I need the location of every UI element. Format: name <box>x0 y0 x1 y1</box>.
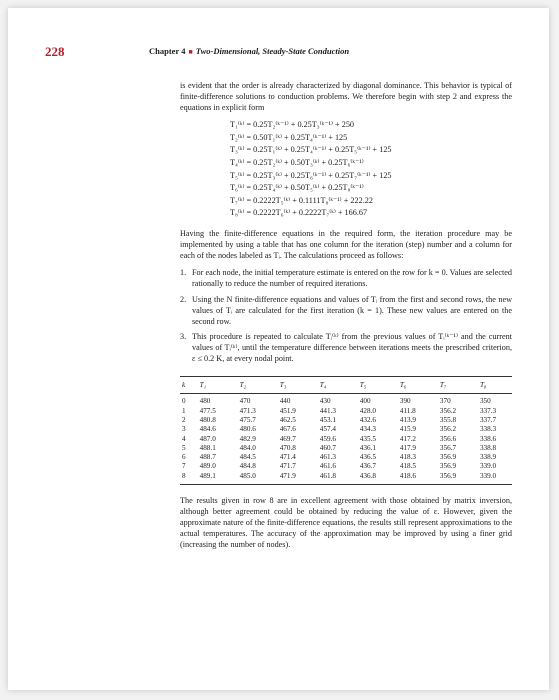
temperature-cell: 436.7 <box>359 462 376 471</box>
page-number: 228 <box>45 44 65 59</box>
column-header: T₄ <box>312 377 352 394</box>
chapter-label: Chapter 4 <box>149 46 186 56</box>
temperature-cell: 337.3 <box>479 406 497 415</box>
column-header: T₆ <box>392 377 432 394</box>
intro-paragraph: is evident that the order is already characterized by diagonal dominance. This behavior is typical of finite-difference solutions to conduction problems. We therefore begin with step 2 and express the equations in explicit form <box>180 81 512 113</box>
equation-7: T₇⁽ᵏ⁾ = 0.2222T₅⁽ᵏ⁾ + 0.1111T₈⁽ᵏ⁻¹⁾ + 222.22 <box>230 195 373 205</box>
step-text: This procedure is repeated to calculate Tᵢ⁽ᵏ⁾ from the previous values of Tᵢ⁽ᵏ⁻¹⁾ and the current values of Tᵢ⁽ᵏ⁾, until the temperature difference between iterations meets the prescribed criterion, ε ≤ 0.2 K, at every nodal point. <box>192 331 512 363</box>
table-row <box>180 444 512 453</box>
temperature-cell: 435.5 <box>359 434 376 443</box>
temperature-cell: 356.6 <box>439 434 457 443</box>
temperature-cell: 338.8 <box>479 443 497 452</box>
temperature-cell: 356.9 <box>439 453 457 462</box>
temperature-cell: 418.5 <box>399 462 417 471</box>
temperature-cell: 441.3 <box>319 406 336 415</box>
temperature-cell: 370 <box>439 397 451 406</box>
table-row <box>180 416 512 425</box>
temperature-cell: 356.2 <box>439 425 457 434</box>
column-header: T₇ <box>432 377 472 394</box>
temperature-cell: 356.2 <box>439 406 457 415</box>
iteration-cell: 3 <box>182 425 186 434</box>
iteration-cell: 2 <box>182 415 186 424</box>
step-item <box>180 331 512 364</box>
temperature-cell: 434.3 <box>359 425 376 434</box>
temperature-cell: 488.1 <box>199 443 216 452</box>
temperature-cell: 436.8 <box>352 472 392 485</box>
temperature-cell: 413.9 <box>399 415 417 424</box>
temperature-cell: 489.1 <box>192 472 232 485</box>
table-body <box>180 394 512 485</box>
step-text: Using the N finite-difference equations and values of Tᵢ from the first and second rows, the new values of Tᵢ are calculated for the first iteration (k = 1). These new values are entered on the second row. <box>192 294 512 326</box>
procedure-paragraph: Having the finite-difference equations in the required form, the iteration procedure may be implemented by using a table that has one column for the iteration (step) number and a column for each of the nodes labeled as Tᵢ. The calculations proceed as follows: <box>180 229 512 261</box>
equation-6: T₆⁽ᵏ⁾ = 0.25T₄⁽ᵏ⁾ + 0.50T₅⁽ᵏ⁾ + 0.25T₈⁽ᵏ⁻¹⁾ <box>230 183 364 193</box>
temperature-cell: 480 <box>199 397 211 406</box>
temperature-cell: 487.0 <box>199 434 216 443</box>
iteration-cell: 1 <box>182 406 186 415</box>
temperature-cell: 451.9 <box>279 406 296 415</box>
temperature-cell: 477.5 <box>199 406 216 415</box>
table-row <box>180 407 512 416</box>
temperature-cell: 482.9 <box>239 434 256 443</box>
temperature-cell: 461.6 <box>319 462 336 471</box>
step-item <box>180 267 512 289</box>
temperature-cell: 337.7 <box>479 415 497 424</box>
temperature-cell: 489.0 <box>199 462 216 471</box>
equation-block <box>230 119 512 220</box>
temperature-cell: 430 <box>319 397 331 406</box>
procedure-steps <box>180 267 512 364</box>
column-header: T₈ <box>472 377 512 394</box>
temperature-cell: 418.3 <box>399 453 417 462</box>
equation-5: T₅⁽ᵏ⁾ = 0.25T₃⁽ᵏ⁾ + 0.25T₆⁽ᵏ⁻¹⁾ + 0.25T₇⁽ᵏ⁻¹⁾ + 125 <box>230 170 392 180</box>
column-header: T₃ <box>272 377 312 394</box>
temperature-cell: 480.6 <box>239 425 256 434</box>
equation-3: T₃⁽ᵏ⁾ = 0.25T₁⁽ᵏ⁾ + 0.25T₄⁽ᵏ⁻¹⁾ + 0.25T₅⁽ᵏ⁻¹⁾ + 125 <box>230 145 392 155</box>
temperature-cell: 356.7 <box>439 443 457 452</box>
iteration-table <box>180 376 512 485</box>
temperature-cell: 338.9 <box>479 453 497 462</box>
iteration-cell: 7 <box>182 462 186 471</box>
table-row <box>180 425 512 434</box>
temperature-cell: 460.7 <box>319 443 336 452</box>
temperature-cell: 471.9 <box>272 472 312 485</box>
temperature-cell: 436.1 <box>359 443 376 452</box>
temperature-cell: 417.9 <box>399 443 417 452</box>
temperature-cell: 470.8 <box>279 443 296 452</box>
step-item <box>180 294 512 327</box>
column-header: k <box>180 377 192 394</box>
temperature-cell: 471.7 <box>279 462 296 471</box>
table-row <box>180 462 512 471</box>
temperature-cell: 488.7 <box>199 453 216 462</box>
column-header: T₅ <box>352 377 392 394</box>
temperature-cell: 339.0 <box>479 462 497 471</box>
temperature-cell: 461.3 <box>319 453 336 462</box>
equation-1: T₁⁽ᵏ⁾ = 0.25T₂⁽ᵏ⁻¹⁾ + 0.25T₃⁽ᵏ⁻¹⁾ + 250 <box>230 120 355 130</box>
temperature-cell: 418.6 <box>392 472 432 485</box>
temperature-cell: 453.1 <box>319 415 336 424</box>
separator-icon: ■ <box>188 48 193 56</box>
book-page <box>8 8 549 690</box>
temperature-cell: 400 <box>359 397 371 406</box>
temperature-cell: 390 <box>399 397 411 406</box>
temperature-cell: 484.0 <box>239 443 256 452</box>
iteration-cell: 6 <box>182 453 186 462</box>
temperature-cell: 350 <box>479 397 491 406</box>
closing-paragraph: The results given in row 8 are in excellent agreement with those obtained by matrix inversion, although better agreement could be obtained by reducing the value of ε. However, given the approximate nature of the finite-difference equations, the results still represent approximations to the actual temperatures. The accuracy of the approximation may be improved by using a finer grid (increasing the number of nodes). <box>180 496 512 550</box>
temperature-cell: 339.0 <box>472 472 512 485</box>
temperature-cell: 469.7 <box>279 434 296 443</box>
equation-8: T₈⁽ᵏ⁾ = 0.2222T₆⁽ᵏ⁾ + 0.2222T₇⁽ᵏ⁾ + 166.67 <box>230 208 368 218</box>
temperature-cell: 470 <box>239 397 251 406</box>
table-header-row <box>180 377 512 394</box>
temperature-cell: 467.6 <box>279 425 296 434</box>
column-header: T₂ <box>232 377 272 394</box>
column-header: T₁ <box>192 377 232 394</box>
table-row <box>180 453 512 462</box>
temperature-cell: 461.8 <box>312 472 352 485</box>
temperature-cell: 471.4 <box>279 453 296 462</box>
temperature-cell: 338.6 <box>479 434 497 443</box>
temperature-cell: 428.0 <box>359 406 376 415</box>
temperature-cell: 417.2 <box>399 434 417 443</box>
iteration-cell: 0 <box>182 397 186 406</box>
temperature-cell: 411.8 <box>399 406 416 415</box>
table-row <box>180 435 512 444</box>
temperature-cell: 484.6 <box>199 425 216 434</box>
temperature-cell: 415.9 <box>399 425 417 434</box>
temperature-cell: 440 <box>279 397 291 406</box>
step-text: For each node, the initial temperature estimate is entered on the row for k = 0. Values are selected rationally to reduce the number of required iterations. <box>192 268 512 289</box>
iteration-cell: 4 <box>182 434 186 443</box>
temperature-cell: 457.4 <box>319 425 336 434</box>
temperature-cell: 484.8 <box>239 462 256 471</box>
temperature-cell: 432.6 <box>359 415 376 424</box>
equation-4: T₄⁽ᵏ⁾ = 0.25T₂⁽ᵏ⁾ + 0.50T₃⁽ᵏ⁾ + 0.25T₆⁽ᵏ⁻¹⁾ <box>230 158 364 168</box>
temperature-cell: 485.0 <box>232 472 272 485</box>
running-head <box>149 46 349 56</box>
step-number: 2. <box>180 294 187 304</box>
chapter-title: Two-Dimensional, Steady-State Conduction <box>195 46 350 56</box>
temperature-cell: 484.5 <box>239 453 256 462</box>
step-number: 3. <box>180 331 187 341</box>
temperature-cell: 475.7 <box>239 415 256 424</box>
temperature-cell: 459.6 <box>319 434 336 443</box>
temperature-cell: 356.9 <box>432 472 472 485</box>
temperature-cell: 471.3 <box>239 406 256 415</box>
temperature-cell: 480.8 <box>199 415 216 424</box>
iteration-cell: 5 <box>182 443 186 452</box>
iteration-cell: 8 <box>180 472 192 485</box>
main-content <box>180 80 512 556</box>
temperature-cell: 355.8 <box>439 415 457 424</box>
table-row <box>180 472 512 485</box>
equation-2: T₂⁽ᵏ⁾ = 0.50T₁⁽ᵏ⁾ + 0.25T₄⁽ᵏ⁻¹⁾ + 125 <box>230 132 348 142</box>
temperature-cell: 436.5 <box>359 453 376 462</box>
table-row <box>180 394 512 407</box>
temperature-cell: 462.5 <box>279 415 296 424</box>
step-number: 1. <box>180 268 187 278</box>
temperature-cell: 356.9 <box>439 462 457 471</box>
temperature-cell: 338.3 <box>479 425 497 434</box>
